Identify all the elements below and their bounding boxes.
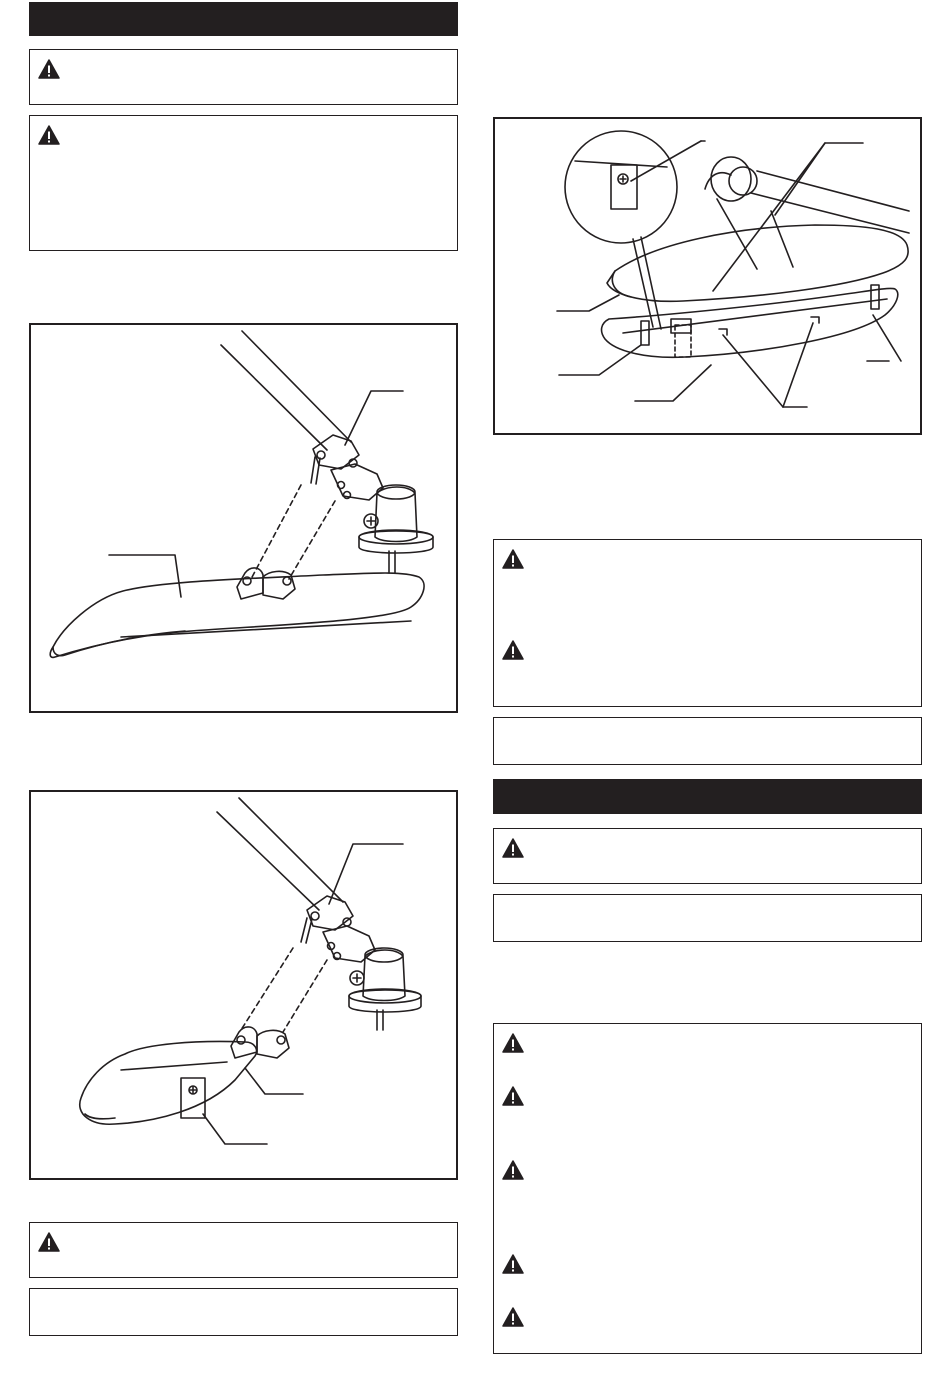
- warning-box: [29, 115, 458, 251]
- note-box: [493, 894, 922, 942]
- warning-triangle-icon: [502, 838, 524, 858]
- section-header-bar: [29, 2, 458, 36]
- warning-triangle-icon: [502, 1160, 524, 1180]
- guard-attachment-figure-2: [29, 790, 458, 1180]
- warning-triangle-icon: [38, 59, 60, 79]
- warning-triangle-icon: [38, 1232, 60, 1252]
- trimmer-guard-illustration: [31, 325, 460, 715]
- warning-triangle-icon: [502, 549, 524, 569]
- guard-extension-figure: [493, 117, 922, 435]
- section-header-bar: [493, 779, 922, 814]
- warning-box: [29, 49, 458, 105]
- warning-triangle-icon: [502, 640, 524, 660]
- note-box: [29, 1288, 458, 1336]
- warning-triangle-icon: [38, 125, 60, 145]
- warning-box: [29, 1222, 458, 1278]
- warning-triangle-icon: [502, 1307, 524, 1327]
- guard-extension-illustration: [495, 119, 924, 437]
- warning-box: [493, 1023, 922, 1354]
- warning-triangle-icon: [502, 1254, 524, 1274]
- note-box: [493, 717, 922, 765]
- warning-box: [493, 828, 922, 884]
- guard-attachment-figure-1: [29, 323, 458, 713]
- trimmer-guard-illustration: [31, 792, 460, 1182]
- warning-triangle-icon: [502, 1033, 524, 1053]
- warning-triangle-icon: [502, 1086, 524, 1106]
- warning-box: [493, 539, 922, 707]
